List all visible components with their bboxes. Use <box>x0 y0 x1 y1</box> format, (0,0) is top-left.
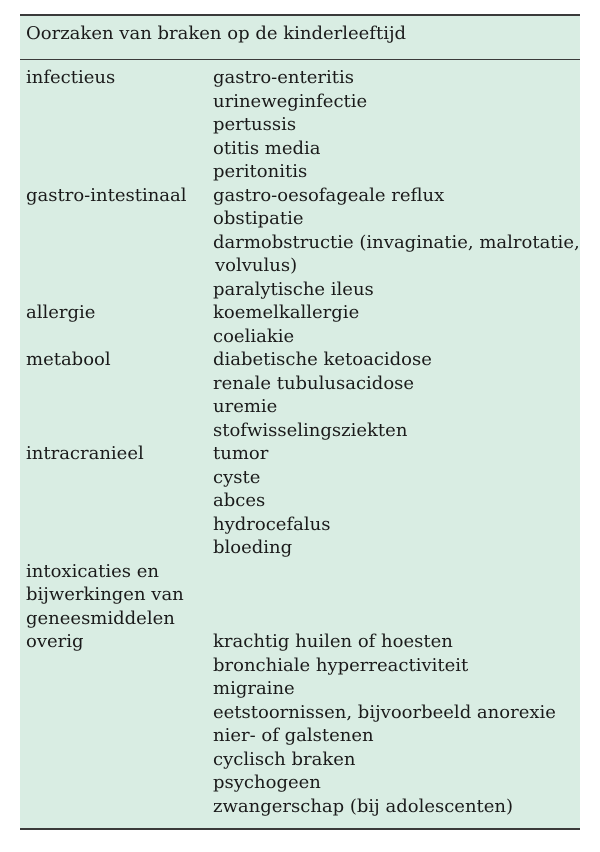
category-label: bijwerkingen van <box>26 584 184 605</box>
cause-item <box>213 513 576 537</box>
cause-text: cyclisch braken <box>213 748 356 770</box>
cause-text: migraine <box>213 678 295 699</box>
cause-text: gastro-oesofageale reflux <box>213 184 445 206</box>
category-cell <box>26 184 213 302</box>
cause-item <box>213 372 576 396</box>
category-cell <box>26 442 213 560</box>
cause-item <box>213 207 580 231</box>
cause-text: paralytische ileus <box>213 278 374 300</box>
cause-text: otitis media <box>213 137 321 159</box>
cause-text: renale tubulusacidose <box>213 372 415 394</box>
cause-text: obstipatie <box>213 208 304 229</box>
table-row <box>26 184 580 302</box>
cause-item <box>213 231 580 278</box>
cause-item <box>213 536 576 560</box>
cause-text: stofwisselingsziekten <box>213 419 408 441</box>
causes-cell <box>213 66 576 184</box>
cause-text: peritonitis <box>213 161 308 182</box>
cause-text: koemelkallergie <box>213 302 360 323</box>
cause-text: diabetische ketoacidose <box>213 349 432 370</box>
table-row <box>26 301 576 348</box>
cause-item <box>213 771 576 795</box>
table-row <box>26 66 576 184</box>
category-label: intoxicaties en <box>26 560 159 582</box>
cause-text: abces <box>213 490 266 511</box>
category-label: geneesmiddelen <box>26 607 175 629</box>
category-cell <box>26 630 213 818</box>
cause-item <box>213 113 576 137</box>
cause-text: darmobstructie (invaginatie, malrotatie, <box>213 231 580 253</box>
cause-text: bronchiale hyperreactiviteit <box>213 654 469 676</box>
category-label: metabool <box>26 349 111 370</box>
cause-text: psychogeen <box>213 772 321 793</box>
causes-cell <box>213 348 576 442</box>
cause-text: eetstoornissen, bijvoorbeeld anorexie <box>213 701 556 723</box>
category-cell <box>26 301 213 348</box>
cause-text: urineweginfectie <box>213 90 368 112</box>
category-cell <box>26 66 213 184</box>
cause-text: volvulus) <box>215 255 298 276</box>
cause-item <box>213 301 576 325</box>
category-label: overig <box>26 631 84 652</box>
cause-text: cyste <box>213 466 261 488</box>
cause-item <box>213 395 576 419</box>
category-label: intracranieel <box>26 443 144 464</box>
cause-item <box>213 466 576 490</box>
cause-text: tumor <box>213 443 269 464</box>
cause-text: zwangerschap (bij adolescenten) <box>213 795 514 817</box>
table-row <box>26 630 576 818</box>
cause-item <box>213 348 576 372</box>
cause-text: krachtig huilen of hoesten <box>213 631 453 652</box>
table-title: Oorzaken van braken op de kinderleeftijd <box>26 23 407 44</box>
cause-item <box>213 489 576 513</box>
cause-text: hydrocefalus <box>213 513 331 535</box>
cause-item <box>213 630 576 654</box>
cause-item <box>213 701 576 725</box>
cause-text: gastro-enteritis <box>213 67 354 88</box>
cause-item <box>213 90 576 114</box>
table-row <box>26 560 576 631</box>
cause-item <box>213 795 576 819</box>
cause-item <box>213 137 576 161</box>
table-row <box>26 348 576 442</box>
table-panel <box>20 14 580 830</box>
causes-cell <box>213 442 576 560</box>
cause-item <box>213 66 576 90</box>
causes-cell <box>213 630 576 818</box>
cause-item <box>213 442 576 466</box>
cause-item <box>213 278 580 302</box>
cause-item <box>213 419 576 443</box>
category-cell <box>26 348 213 442</box>
cause-text: pertussis <box>213 114 297 135</box>
cause-text: uremie <box>213 396 278 417</box>
cause-item <box>213 748 576 772</box>
cause-text: coeliakie <box>213 325 295 347</box>
cause-item <box>213 654 576 678</box>
category-label: gastro-intestinaal <box>26 184 187 206</box>
cause-item <box>213 184 580 208</box>
causes-cell <box>213 301 576 348</box>
cause-item <box>213 724 576 748</box>
causes-table <box>26 66 580 818</box>
cause-item <box>213 325 576 349</box>
category-label: infectieus <box>26 67 116 88</box>
cause-item <box>213 677 576 701</box>
causes-cell <box>213 560 576 631</box>
title-divider <box>20 59 580 60</box>
table-row <box>26 442 576 560</box>
causes-cell <box>213 184 580 302</box>
cause-text: bloeding <box>213 537 293 558</box>
cause-text: nier- of galstenen <box>213 725 374 746</box>
category-cell <box>26 560 213 631</box>
category-label: allergie <box>26 302 96 323</box>
cause-item <box>213 160 576 184</box>
